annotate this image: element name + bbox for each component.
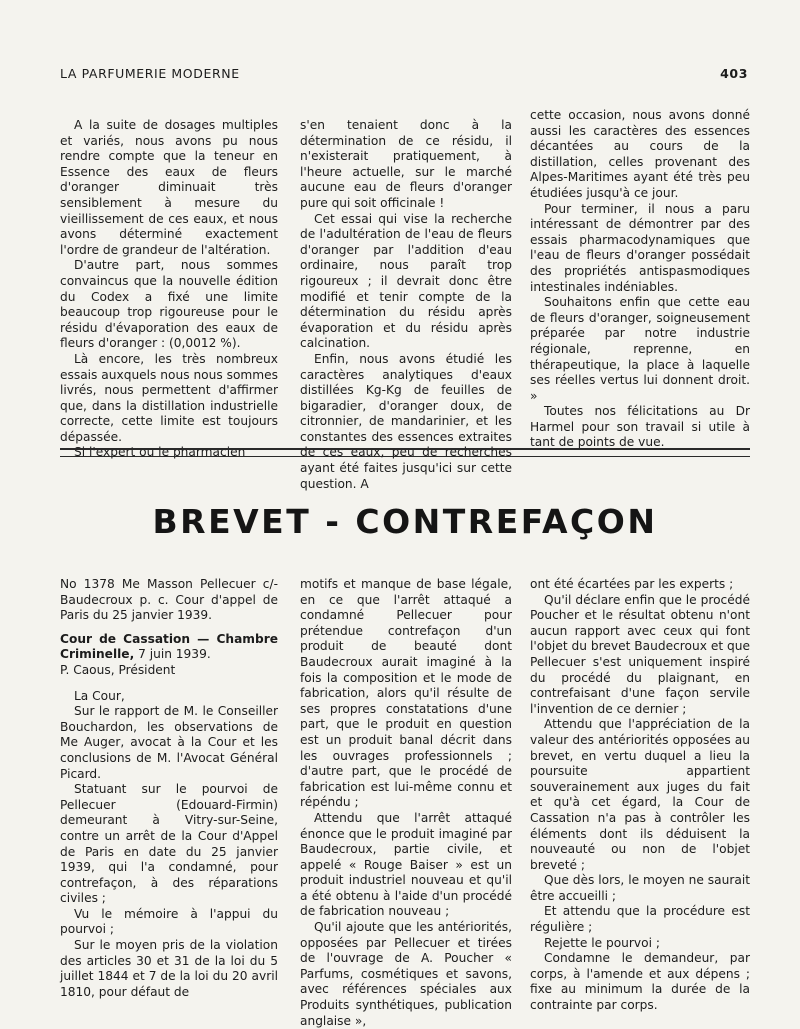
paragraph: La Cour, [74,688,125,703]
court-name: Cour de Cassation — Chambre Criminelle, [60,631,278,662]
section-divider-thin [60,456,750,457]
court-date: 7 juin 1939. [138,647,211,662]
paragraph: Toutes nos félicitations au Dr Harmel pour son travail si utile à tant de points de vue. [530,404,750,450]
paragraph: Qu'il ajoute que les antériorités, opposées par Pellecuer et tirées de l'ouvrage de A. Poucher « Parfums, cosmétiques et savons, avec références spéciales aux Produits synthétiques, publication anglaise », [300,920,512,1028]
article-column-1 [60,118,278,461]
paragraph: Souhaitons enfin que cette eau de fleurs d'oranger, soigneusement préparée par notre industrie régionale, reprenne, en thérapeutique, la place à laquelle ses réelles vertus lui donnent droit. » [530,295,750,403]
running-head [60,66,748,84]
paragraph: Rejette le pourvoi ; [544,935,660,950]
paragraph: Cet essai qui vise la recherche de l'adultération de l'eau de fleurs d'oranger par l'addition d'eau ordinaire, nous paraît trop rigoureux ; il devrait donc être modifié et tenir compte de la détermination du résidu après évaporation et du résidu après calcination. [300,211,512,351]
paragraph: Vu le mémoire à l'appui du pourvoi ; [60,906,278,937]
article-column-2 [300,118,512,492]
paragraph: motifs et manque de base légale, en ce que l'arrêt attaqué a condamné Pellecuer pour prétendue contrefaçon d'un produit de beauté dont Baudecroux aurait imaginé à la fois la composition et le mode de fabrication, alors qu'il résulte de ses propres constatations d'une part, que le produit en question est un produit banal décrit dans les ouvrages professionnels ; d'autre part, que le procédé de fabrication est lui-même connu et répéndu ; [300,577,512,810]
paragraph: Et attendu que la procédure est régulière ; [530,904,750,935]
paragraph: Condamne le demandeur, par corps, à l'amende et aux dépens ; fixe au minimum la durée de la contrainte par corps. [530,951,750,1013]
court-president: P. Caous, Président [60,662,176,677]
paragraph: Attendu que l'appréciation de la valeur des antériorités opposées au brevet, en vertu duquel a lieu la poursuite appartient souverainement aux juges du fait et qu'à cet égard, la Cour de Cassation n'a pas à contrôler les éléments dont ils déduisent la nouveauté ou non de l'objet breveté ; [530,717,750,872]
court-heading [60,632,278,679]
paragraph: Que dès lors, le moyen ne saurait être accueilli ; [530,873,750,903]
paragraph: Sur le moyen pris de la violation des articles 30 et 31 de la loi du 5 juillet 1844 et 7 de la loi du 20 avril 1810, pour défaut de [60,938,278,999]
paragraph: Pour terminer, il nous a paru intéressant de démontrer par des essais pharmacodynamiques que l'eau de fleurs d'oranger possédait des propriétés antispasmodiques intestinales indéniables. [530,201,750,294]
case-column-2 [300,577,512,1029]
paragraph: Enfin, nous avons étudié les caractères analytiques d'eaux distillées Kg-Kg de feuilles de bigaradier, d'oranger doux, de citronnier, de mandarinier, et les constantes des essences extraites de ces eaux, peu de recherches ayant été faites jusqu'ici sur cette question. A [300,351,512,491]
paragraph: Sur le rapport de M. le Conseiller Bouchardon, les observations de Me Auger, avocat à la Cour et les conclusions de M. l'Avocat Général Picard. [60,704,278,781]
case-column-3 [530,577,750,1014]
section-divider [60,448,750,450]
paragraph: A la suite de dosages multiples et variés, nous avons pu nous rendre compte que la teneur en Essence des eaux de fleurs d'oranger diminuait très sensiblement à mesure du vieillissement de ces eaux, et nous avons déterminé exactement l'ordre de grandeur de l'altération. [60,118,278,257]
paragraph: cette occasion, nous avons donné aussi les caractères des essences décantées au cours de la distillation, celles provenant des Alpes-Maritimes ayant été très peu étudiées jusqu'à ce jour. [530,108,750,200]
paragraph: s'en tenaient donc à la détermination de ce résidu, il n'existerait pratiquement, à l'heure actuelle, sur le marché aucune eau de fleurs d'oranger pure qui soit officinale ! [300,118,512,210]
paragraph: Statuant sur le pourvoi de Pellecuer (Edouard-Firmin) demeurant à Vitry-sur-Seine, contre un arrêt de la Cour d'Appel de Paris en date du 25 janvier 1939, qui l'a condamné, pour contrefaçon, à des réparations civiles ; [60,782,278,906]
journal-title: LA PARFUMERIE MODERNE [60,66,240,81]
case-reference: No 1378 Me Masson Pellecuer c/- Baudecroux p. c. Cour d'appel de Paris du 25 janvier 1939. [60,577,278,623]
page-number: 403 [720,66,748,81]
article-column-3 [530,108,750,451]
paragraph: Si l'expert ou le pharmacien [74,445,246,460]
section-title: BREVET - CONTREFAÇON [152,502,658,541]
paragraph: Qu'il déclare enfin que le procédé Poucher et le résultat obtenu n'ont aucun rapport avec ceux qui font l'objet du brevet Baudecroux et que Pellecuer s'est uniquement inspiré du procédé du plaignant, en contrefaisant d'une façon servile l'invention de ce dernier ; [530,592,750,716]
paragraph: Attendu que l'arrêt attaqué énonce que le produit imaginé par Baudecroux, partie civile, et appelé « Rouge Baiser » est un produit industriel nouveau et qu'il a été obtenu à l'aide d'un procédé de fabrication nouveau ; [300,810,512,919]
paragraph: D'autre part, nous sommes convaincus que la nouvelle édition du Codex a fixé une limite beaucoup trop rigoureuse pour le résidu d'évaporation des eaux de fleurs d'oranger : (0,0012 %). [60,258,278,351]
paragraph: ont été écartées par les experts ; [530,577,734,591]
paragraph: Là encore, les très nombreux essais auxquels nous nous sommes livrés, nous permettent d'affirmer que, dans la distillation industrielle correcte, cette limite est toujours dépassée. [60,351,278,444]
case-column-1 [60,577,278,1000]
